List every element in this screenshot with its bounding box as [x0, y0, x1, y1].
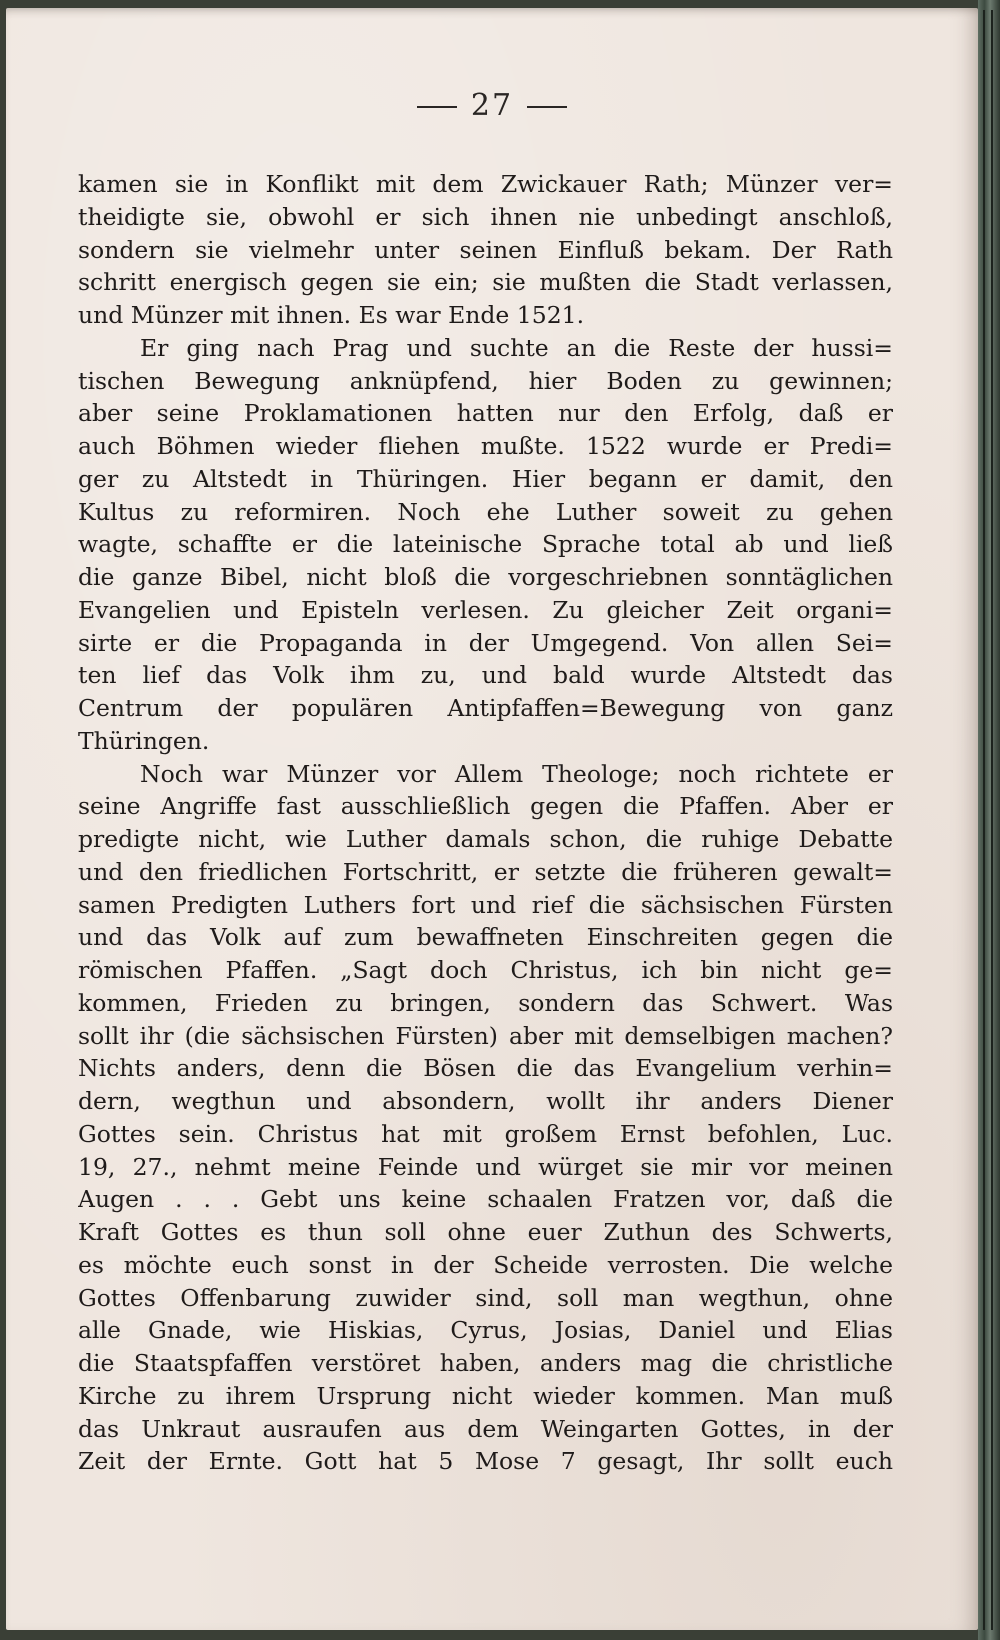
text-line: Noch war Münzer vor Allem Theologe; noch richtete er	[140, 759, 893, 788]
text-line: Er ging nach Prag und suchte an die Reste der hussi=	[140, 333, 893, 362]
text-line: sollt ihr (die sächsischen Fürsten) aber mit demselbigen machen?	[78, 1021, 893, 1050]
text-line: seine Angriffe fast ausschließlich gegen die Pfaffen. Aber er	[78, 792, 893, 821]
text-line: und das Volk auf zum bewaffneten Einschreiten gegen die	[78, 923, 893, 952]
text-line: theidigte sie, obwohl er sich ihnen nie unbedingt anschloß,	[78, 202, 893, 231]
text-line: die ganze Bibel, nicht bloß die vorgeschriebnen sonntäglichen	[78, 563, 893, 591]
text-line: Centrum der populären Antipfaffen=Bewegung von ganz	[78, 694, 893, 722]
spine-edge-line	[983, 10, 985, 1630]
text-line: römischen Pfaffen. „Sagt doch Christus, ich bin nicht ge=	[78, 956, 893, 984]
text-line: auch Böhmen wieder fliehen mußte. 1522 wurde er Predi=	[78, 432, 893, 460]
text-line: Zeit der Ernte. Gott hat 5 Mose 7 gesagt, Ihr sollt euch	[78, 1447, 893, 1476]
text-line: ger zu Altstedt in Thüringen. Hier begann er damit, den	[78, 464, 893, 493]
text-line: dern, wegthun und absondern, wollt ihr anders Diener	[78, 1087, 893, 1115]
text-line: tischen Bewegung anknüpfend, hier Boden zu gewinnen;	[78, 366, 893, 395]
text-line: samen Predigten Luthers fort und rief die sächsischen Fürsten	[78, 890, 893, 919]
text-line: schritt energisch gegen sie ein; sie mußten die Stadt verlassen,	[78, 268, 893, 297]
header-dash-left	[417, 106, 457, 108]
book-spine	[978, 0, 1000, 1640]
text-line: und den friedlichen Fortschritt, er setzte die früheren gewalt=	[78, 857, 893, 886]
text-line: kamen sie in Konflikt mit dem Zwickauer Rath; Münzer ver=	[78, 170, 893, 198]
header-dash-right	[527, 106, 567, 108]
text-line: 19, 27., nehmt meine Feinde und würget sie mir vor meinen	[78, 1152, 893, 1181]
text-line: Nichts anders, denn die Bösen die das Evangelium verhin=	[78, 1054, 893, 1083]
text-line: Evangelien und Episteln verlesen. Zu gleicher Zeit organi=	[78, 595, 893, 624]
text-line: Gottes sein. Christus hat mit großem Ernst befohlen, Luc.	[78, 1119, 893, 1148]
page-number: 27	[470, 88, 514, 123]
text-line: sirte er die Propaganda in der Umgegend. Von allen Sei=	[78, 628, 893, 657]
text-line: es möchte euch sonst in der Scheide verrosten. Die welche	[78, 1250, 893, 1279]
text-line: Kirche zu ihrem Ursprung nicht wieder kommen. Man muß	[78, 1381, 893, 1410]
text-line: wagte, schaffte er die lateinische Sprache total ab und ließ	[78, 530, 893, 559]
text-line: alle Gnade, wie Hiskias, Cyrus, Josias, Daniel und Elias	[78, 1316, 893, 1345]
text-line: Thüringen.	[78, 726, 210, 755]
text-line: Kraft Gottes es thun soll ohne euer Zuthun des Schwerts,	[78, 1218, 893, 1246]
text-line: ten lief das Volk ihm zu, und bald wurde Altstedt das	[78, 661, 893, 690]
page-header	[6, 88, 978, 123]
text-line: die Staatspfaffen verstöret haben, anders mag die christliche	[78, 1349, 893, 1377]
text-line: kommen, Frieden zu bringen, sondern das Schwert. Was	[78, 988, 893, 1017]
text-line: Augen . . . Gebt uns keine schaalen Fratzen vor, daß die	[78, 1185, 893, 1214]
body-text	[78, 168, 893, 1478]
text-line: das Unkraut ausraufen aus dem Weingarten Gottes, in der	[78, 1414, 893, 1443]
text-line: Kultus zu reformiren. Noch ehe Luther soweit zu gehen	[78, 497, 893, 526]
book-page	[6, 8, 978, 1630]
text-line: Gottes Offenbarung zuwider sind, soll man wegthun, ohne	[78, 1283, 893, 1312]
text-line: predigte nicht, wie Luther damals schon, die ruhige Debatte	[78, 825, 893, 853]
spine-edge-line	[991, 10, 993, 1630]
text-line: und Münzer mit ihnen. Es war Ende 1521.	[78, 301, 585, 329]
text-line: sondern sie vielmehr unter seinen Einfluß bekam. Der Rath	[78, 235, 893, 264]
text-line: aber seine Proklamationen hatten nur den Erfolg, daß er	[78, 399, 893, 428]
